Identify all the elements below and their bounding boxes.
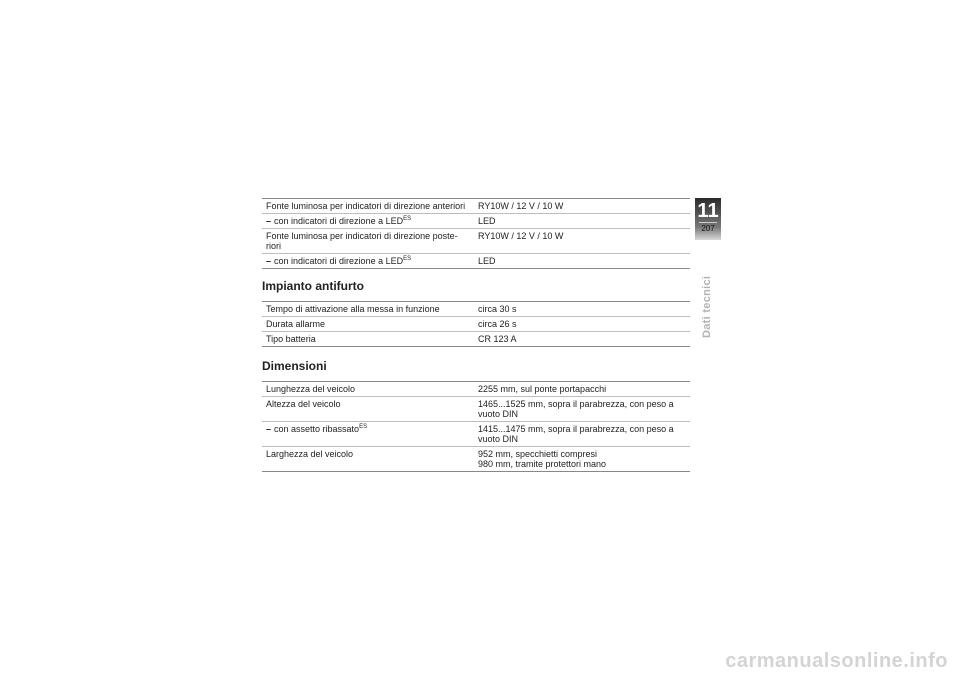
table-row [262,302,690,317]
spec-label: – con assetto ribassato$^{ES}$ [262,422,474,447]
spec-value: RY10W / 12 V / 10 W [474,199,690,214]
spec-value: 1465...1525 mm, sopra il parabrezza, con peso a vuoto DIN [474,397,690,422]
spec-value: CR 123 A [474,332,690,347]
spec-label: Lunghezza del veicolo [262,382,474,397]
spec-label: Tempo di attivazione alla messa in funzione [262,302,474,317]
spec-label: Larghezza del veicolo [262,447,474,472]
chapter-number: 11 [697,200,719,222]
chapter-divider [699,222,717,223]
antitheft-table [262,301,690,347]
lights-table [262,198,690,269]
superscript-marker: ES [403,256,412,262]
dash-marker: – [266,424,272,434]
table-row [262,397,690,422]
table-row [262,254,690,269]
dimensions-table [262,381,690,472]
superscript-marker: ES [359,424,368,430]
spec-value: circa 30 s [474,302,690,317]
table-row [262,422,690,447]
section-heading-antitheft: Impianto antifurto [262,279,364,293]
spec-label: – con indicatori di direzione a $LED^{ES}$ [262,254,474,269]
table-row [262,332,690,347]
superscript-marker: ES [403,216,412,222]
spec-value: RY10W / 12 V / 10 W [474,229,690,254]
dash-marker: – [266,256,272,266]
spec-label: – con indicatori di direzione a $LED^{ES}$ [262,214,474,229]
spec-value: LED [474,254,690,269]
spec-label: Fonte luminosa per indicatori di direzione poste-riori [262,229,474,254]
spec-content [262,198,690,472]
spec-label: Tipo batteria [262,332,474,347]
spec-label: Fonte luminosa per indicatori di direzione anteriori [262,199,474,214]
table-row [262,229,690,254]
spec-value: 2255 mm, sul ponte portapacchi [474,382,690,397]
spec-label: Durata allarme [262,317,474,332]
spec-label: Altezza del veicolo [262,397,474,422]
spec-value: circa 26 s [474,317,690,332]
chapter-tab [695,198,721,240]
spec-value: LED [474,214,690,229]
page-number: 207 [701,224,715,233]
table-row [262,447,690,472]
table-row [262,382,690,397]
table-row [262,214,690,229]
watermark: carmanualsonline.info [725,650,948,672]
chapter-title: Dati tecnici [701,275,713,338]
table-row [262,199,690,214]
spec-value: 1415...1475 mm, sopra il parabrezza, con peso a vuoto DIN [474,422,690,447]
dash-marker: – [266,216,272,226]
spec-value: 952 mm, specchietti compresi 980 mm, tramite protettori mano [474,447,690,472]
section-heading-dimensions: Dimensioni [262,359,327,373]
table-row [262,317,690,332]
